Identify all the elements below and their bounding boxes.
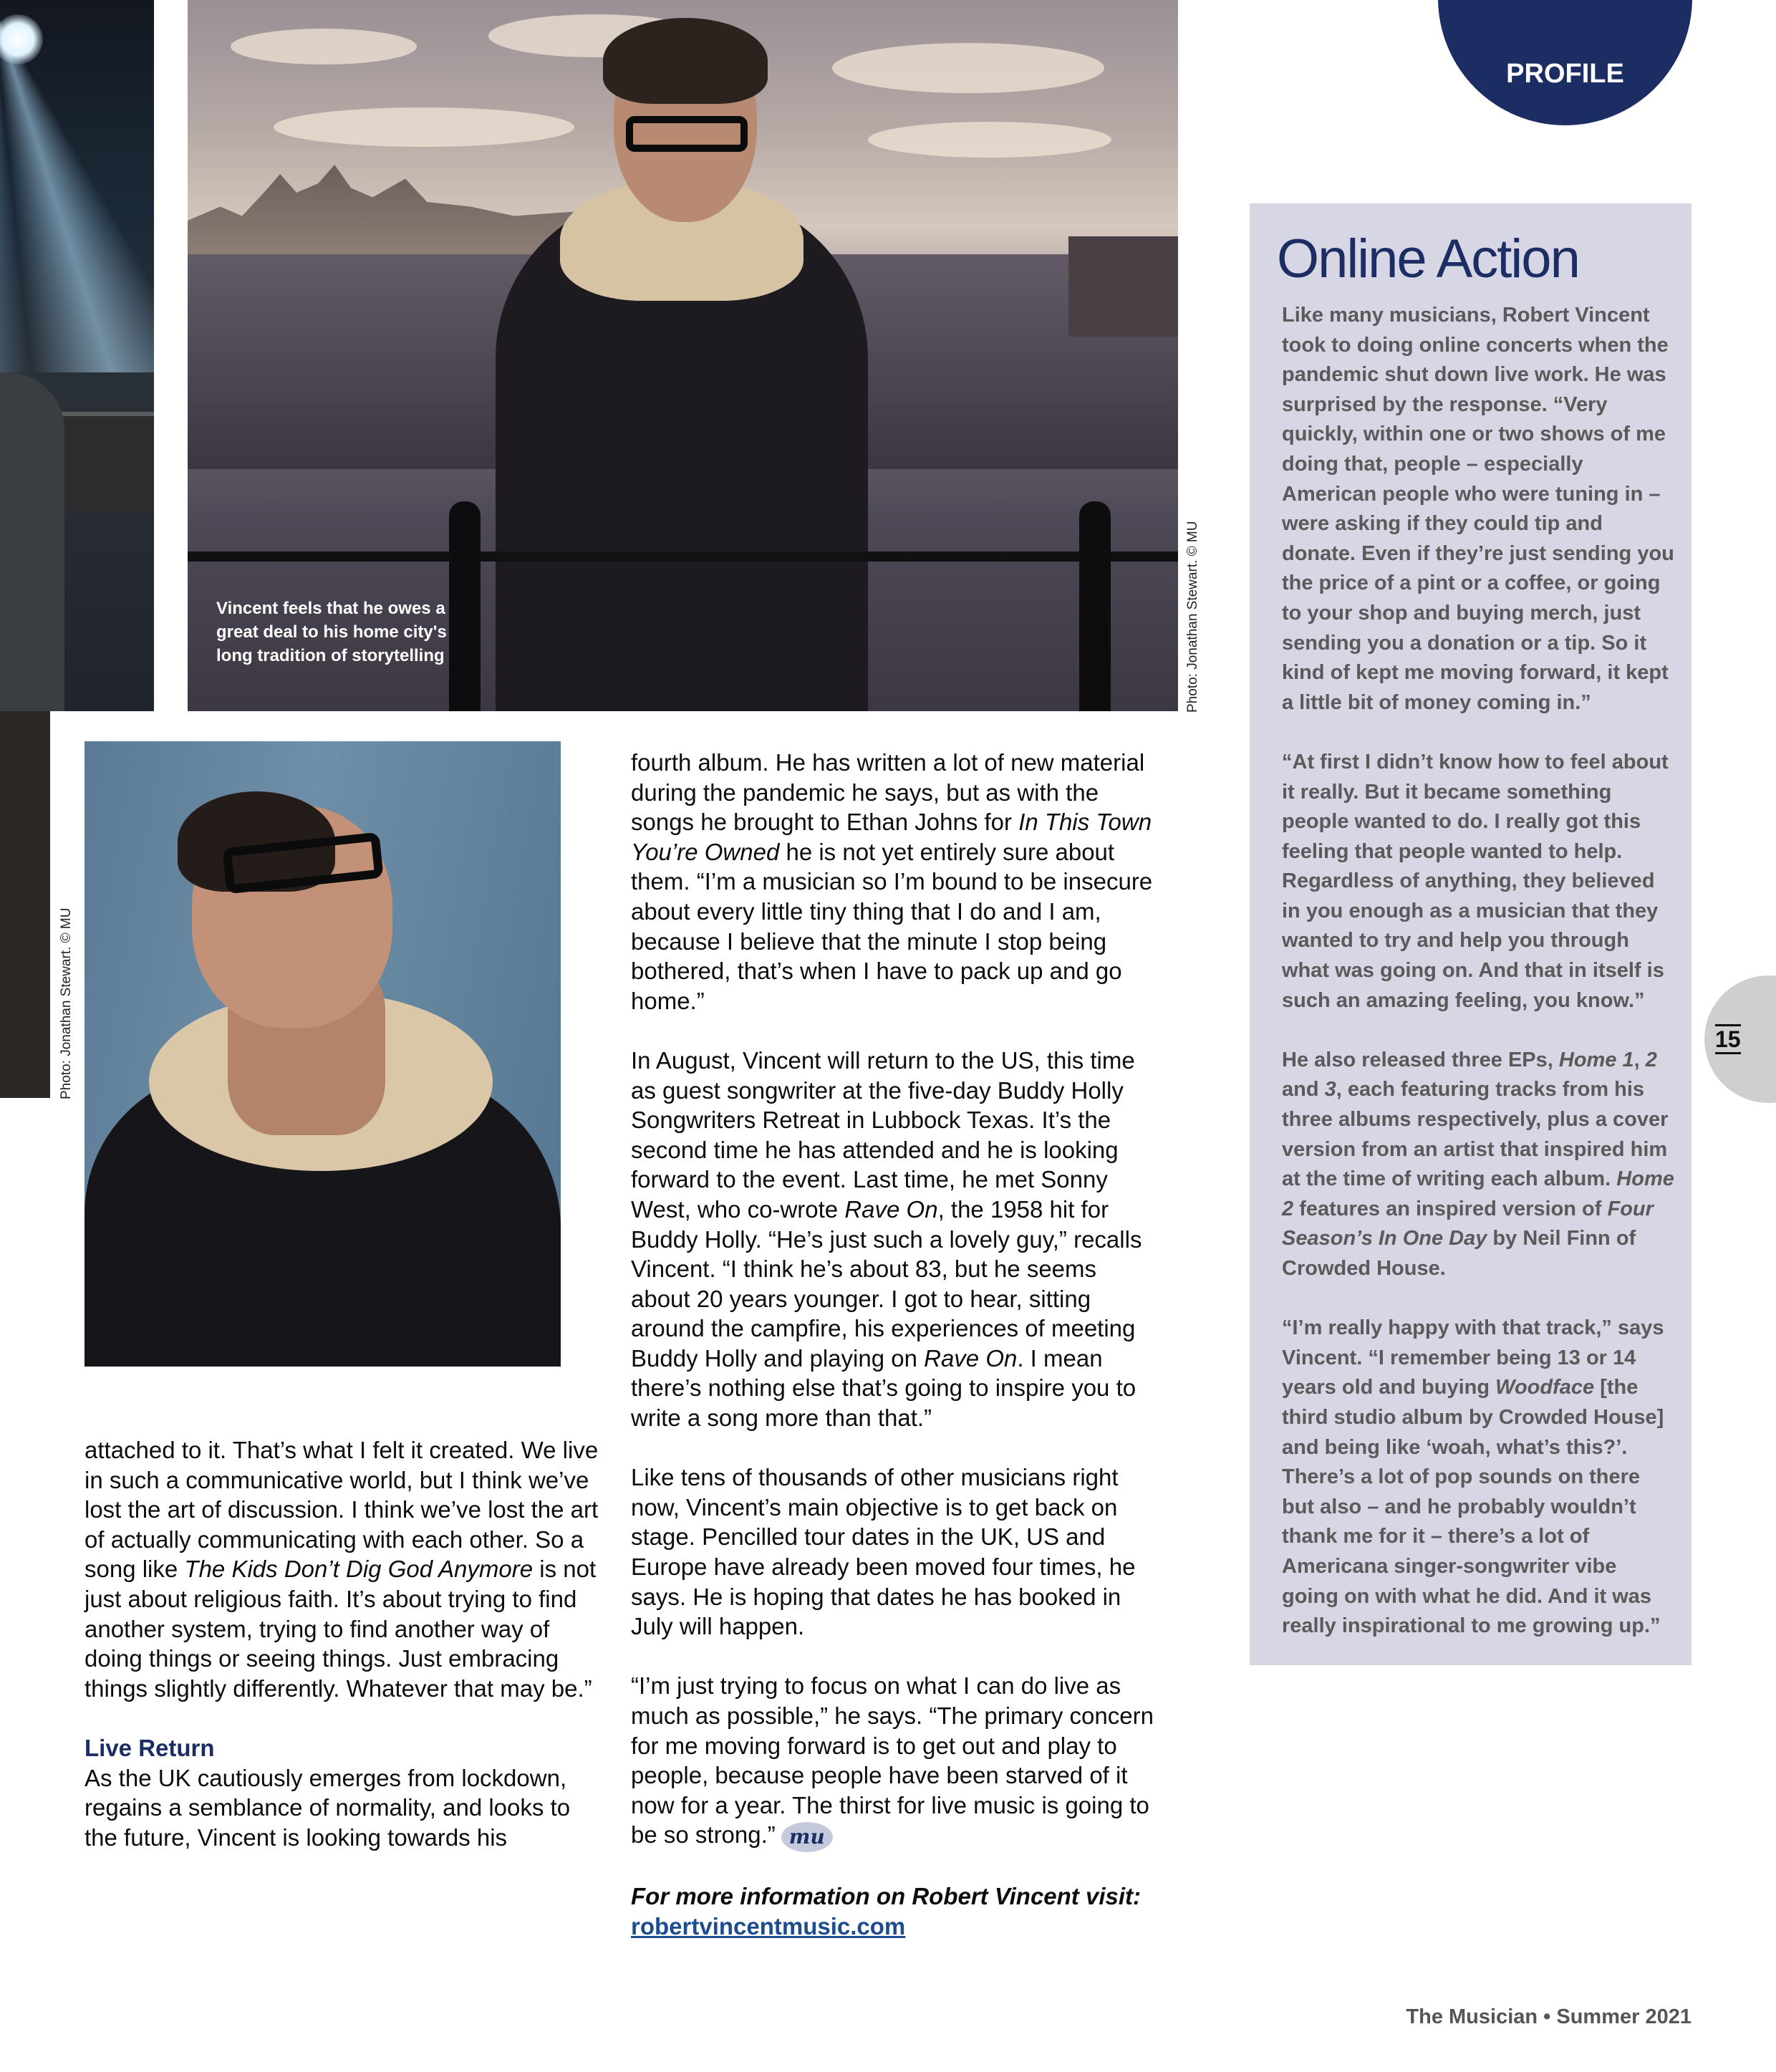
body-paragraph: Like tens of thousands of other musicians right now, Vincent’s main objective is to get back on stage. Pencilled tour dates in the UK, US and Europe have already been moved four times, he says. He is hoping that dates he has booked in July will happen. xyxy=(631,1464,1136,1640)
railing xyxy=(188,551,1178,562)
footer-issue: The Musician • Summer 2021 xyxy=(1406,2005,1691,2028)
cloud xyxy=(274,107,574,147)
sidebar-paragraph-eps: He also released three EPs, Home 1, 2 and 3, each featuring tracks from his three albums respectively, plus a cover version from an artist that inspired him at the time of writing each album. Home 2 features an inspired version of Four Season’s In One Day by Neil Finn of Crowded House. xyxy=(1282,1048,1674,1280)
body-paragraph: “I’m just trying to focus on what I can do live as much as possible,” he says. “The primary concern for me moving forward is to get out and play to people, because people have been starved of it now for a year. The thirst for live music is going to be so strong.” mu xyxy=(631,1671,1161,1851)
sidebar-paragraph: Like many musicians, Robert Vincent took to doing online concerts when the pandemic shut down live work. He was surprised by the response. “Very quickly, within one or two shows of me doing that, people – especially American people who were tuning in – were asking if they could tip and donate. Even if they’re just sending you the price of a pint or a coffee, or going to your shop and buying merch, just sending you a donation or a tip. So it kind of kept me moving forward, it kept a little bit of money coming in.” xyxy=(1282,304,1674,714)
mu-logo-icon: mu xyxy=(781,1822,833,1852)
body-paragraph: attached to it. That’s what I felt it created. We live in such a communicative world, but I think we’ve lost the art of discussion. I think we’ve lost the art of actually communicating with each other. So a song like The Kids Don’t Dig God Anymore is not just about religious faith. It’s about trying to find another system, trying to find another way of doing things or seeing things. Just embracing things slightly differently. Whatever that may be.” xyxy=(85,1437,599,1702)
left-cropped-photo xyxy=(0,0,154,711)
cloud xyxy=(832,43,1104,93)
portrait-photo-credit: Photo: Jonathan Stewart. © MU xyxy=(59,907,74,1099)
subhead-live-return: Live Return xyxy=(85,1734,215,1761)
body-paragraph: fourth album. He has written a lot of new material during the pandemic he says, but as with the songs he brought to Ethan Johns for In This Town You’re Owned he is not yet entirely sure about them. “I’m a musician so I’m bound to be insecure about every little tiny thing that I do and I am, because I believe that the minute I stop being bothered, that’s when I have to pack up and go home.” xyxy=(631,749,1153,1014)
railing-post xyxy=(449,501,481,711)
page-number: 15 xyxy=(1715,1024,1741,1054)
cloud xyxy=(231,29,417,64)
sidebar-paragraph-happy: “I’m really happy with that track,” says Vincent. “I remember being 13 or 14 years old and buying Woodface [the third studio album by Crowded House] and being like ‘woah, what’s this?’. There’s a lot of pop sounds on there but also – and he probably wouldn’t thank me for it – there’s a lot of Americana singer-songwriter vibe going on with what he did. And it was really inspirational to me growing up.” xyxy=(1282,1316,1664,1638)
body-paragraph: In August, Vincent will return to the US, this time as guest songwriter at the five-day Buddy Holly Songwriters Retreat in Lubbock Texas. It’s the second time he has attended and he is looking forward to the event. Last time, he met Sonny West, who co-wrote Rave On, the 1958 hit for Buddy Holly. “He’s just such a lovely guy,” recalls Vincent. “I think he’s about 83, but he seems about 20 years younger. I got to hear, sitting around the campfire, his experiences of meeting Buddy Holly and playing on Rave On. I mean there’s nothing else that’s going to inspire you to write a song more than that.” xyxy=(631,1046,1142,1432)
person-hair xyxy=(603,18,768,104)
left-column xyxy=(85,1435,600,1882)
main-photo-credit: Photo: Jonathan Stewart. © MU xyxy=(1185,521,1200,713)
sidebar-title: Online Action xyxy=(1277,228,1579,289)
glasses xyxy=(626,116,748,152)
cloud xyxy=(868,122,1111,158)
left-photo-lower-strip xyxy=(0,711,50,1098)
more-info-label: For more information on Robert Vincent visit: xyxy=(631,1883,1141,1910)
portrait-photo xyxy=(85,741,561,1367)
body-paragraph: As the UK cautiously emerges from lockdown, regains a semblance of normality, and looks to the future, Vincent is looking towards his xyxy=(85,1764,571,1851)
middle-column xyxy=(631,748,1161,1941)
pier xyxy=(1068,236,1178,337)
sidebar-paragraph: “At first I didn’t know how to feel about it really. But it became something people wanted to do. I really got this feeling that people wanted to help. Regardless of anything, they believed in you enough as a musician that they wanted to try and help you through what was going on. And that in itself is such an amazing feeling, you know.” xyxy=(1282,750,1669,1012)
main-photo-caption: Vincent feels that he owes a great deal to his home city's long tradition of storytelling xyxy=(216,599,447,665)
railing-post xyxy=(1079,501,1111,711)
sidebar-body xyxy=(1282,301,1674,1671)
performer-shirt xyxy=(0,372,64,711)
website-link[interactable]: robertvincentmusic.com xyxy=(631,1912,906,1940)
section-tab-label: PROFILE xyxy=(1506,59,1624,89)
